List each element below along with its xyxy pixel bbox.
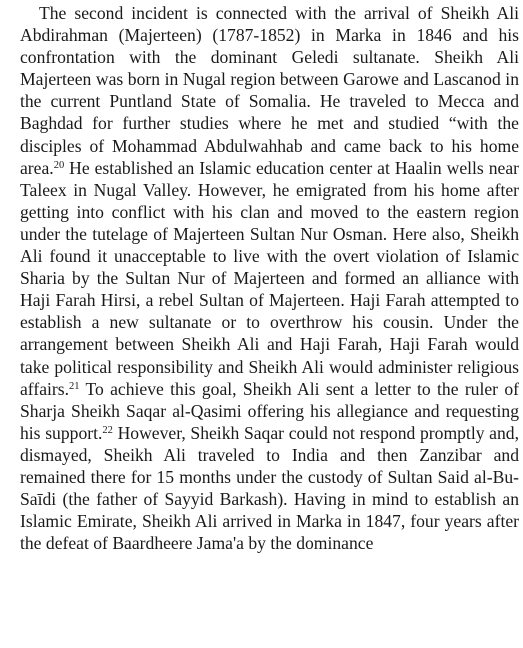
paragraph-text-4: However, Sheikh Saqar could not respond promptly and, dismayed, Sheikh Ali traveled to India and then Zanzibar and remained there for 15 months under the custody of Sultan Said al-Bu-Saīdi (the father of Sayyid Barkash). Having in mind to establish an Islamic Emirate, Sheikh Ali arrived in Marka in 1847, four years after the defeat of Baardheere Jama'a by the dominance <box>20 422 519 554</box>
body-paragraph <box>20 2 519 554</box>
document-page <box>20 2 519 554</box>
footnote-ref-21[interactable]: 21 <box>69 380 80 392</box>
footnote-ref-20[interactable]: 20 <box>53 159 65 171</box>
footnote-ref-22[interactable]: 22 <box>102 424 113 436</box>
paragraph-text-3: To achieve this goal, Sheikh Ali sent a letter to the ruler of Sharja Sheikh Saqar al-Qasimi offering his allegiance and requesting his support. <box>20 378 519 443</box>
paragraph-text-1: The second incident is connected with the arrival of Sheikh Ali Abdirahman (Majerteen) (1787-1852) in Marka in 1846 and his confrontation with the dominant Geledi sultanate. Sheikh Ali Majerteen was born in Nugal region between Garowe and Lascanod in the current Puntland State of Somalia. He traveled to Mecca and Baghdad for further studies where he met and studied “with the disciples of Mohammad Abdulwahhab and came back to his home area. <box>20 3 519 178</box>
paragraph-text-2: He established an Islamic education center at Haalin wells near Taleex in Nugal Valley. However, he emigrated from his home after getting into conflict with his clan and moved to the eastern region under the tutelage of Majerteen Sultan Nur Osman. Here also, Sheikh Ali found it unacceptable to live with the overt violation of Islamic Sharia by the Sultan Nur of Majerteen and formed an alliance with Haji Farah Hirsi, a rebel Sultan of Majerteen. Haji Farah attempted to establish a new sultanate or to overthrow his cousin. Under the arrangement between Sheikh Ali and Haji Farah, Haji Farah would take political responsibility and Sheikh Ali would administer religious affairs. <box>20 157 519 399</box>
